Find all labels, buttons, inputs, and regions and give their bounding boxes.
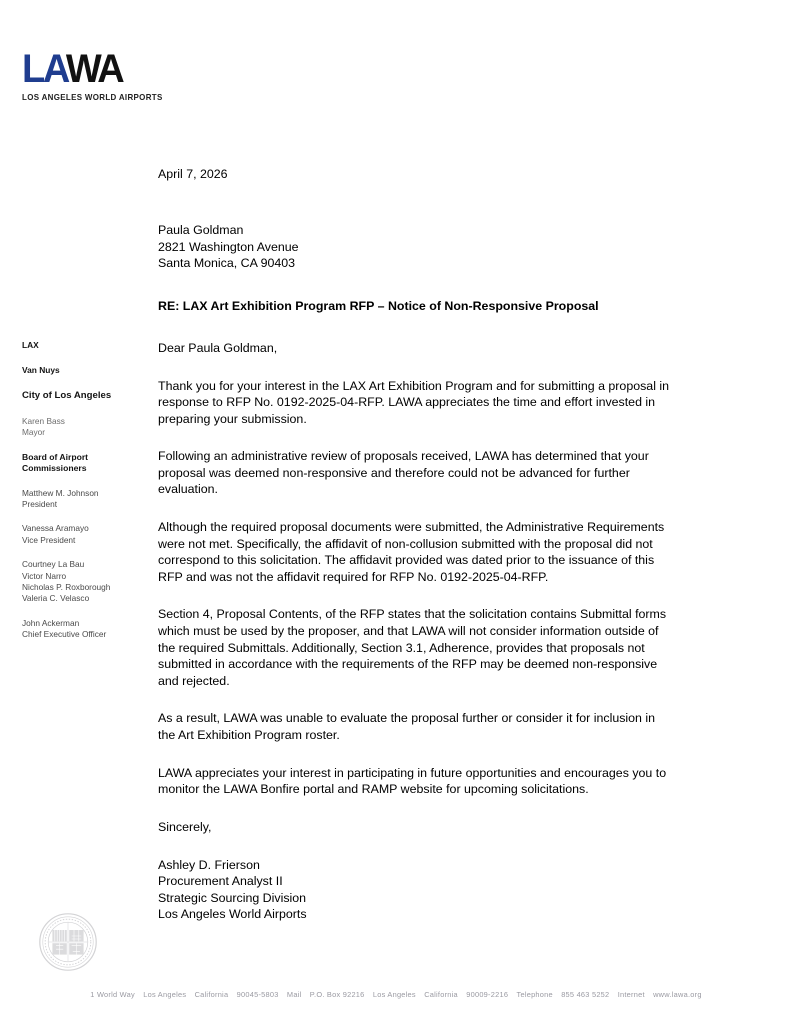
- lawa-logo-subtitle: LOS ANGELES WORLD AIRPORTS: [22, 93, 163, 102]
- footer-internet-label: Internet: [617, 990, 645, 999]
- sidebar-mayor-name: Karen Bass: [22, 416, 65, 426]
- letter-date: April 7, 2026: [158, 167, 228, 181]
- sidebar-commissioner-president: [22, 488, 147, 511]
- lawa-wordmark-la: LA: [22, 47, 66, 91]
- footer-mail-state: California: [424, 990, 458, 999]
- sidebar-commissioner-name: Matthew M. Johnson: [22, 487, 99, 498]
- recipient-name: Paula Goldman: [158, 223, 244, 237]
- letter-paragraph: LAWA appreciates your interest in participating in future opportunities and encourages you to monitor the LAWA Bonfire portal and RAMP website for upcoming solicitations.: [158, 765, 667, 797]
- sidebar-commissioner-member: Valeria C. Velasco: [22, 593, 90, 604]
- footer-telephone-number: 855 463 5252: [561, 990, 610, 999]
- letter-paragraph: Section 4, Proposal Contents, of the RFP states that the solicitation contains Submittal forms which must be used by the proposer, and that LAWA will not consider information outside of the required Submittals. Additionally, Section 3.1, Adherence, provides that proposals not submitted in accordance with the requirements of the RFP may be deemed non-responsive and rejected.: [158, 607, 667, 688]
- sidebar-board-heading-line1: Board of Airport: [22, 451, 89, 462]
- letter-salutation: Dear Paula Goldman,: [158, 340, 278, 355]
- sidebar-commissioner-vice-president: [22, 523, 147, 546]
- sidebar-executive-name: John Ackerman: [22, 617, 80, 628]
- letter-paragraph: As a result, LAWA was unable to evaluate the proposal further or consider it for inclusion in the Art Exhibition Program roster.: [158, 711, 656, 742]
- city-of-los-angeles-seal-icon: [38, 912, 98, 972]
- sidebar-commissioner-member: Courtney La Bau: [22, 559, 85, 570]
- signature-organization: Los Angeles World Airports: [158, 907, 307, 922]
- sidebar-airport-lax: LAX: [22, 340, 39, 350]
- sidebar-commissioner-name: Vanessa Aramayo: [22, 523, 89, 534]
- sidebar-city-of-los-angeles: City of Los Angeles: [22, 390, 112, 401]
- lawa-logo: [22, 48, 182, 102]
- sidebar-mayor-block: [22, 416, 147, 439]
- sidebar-executive-block: [22, 618, 147, 641]
- sidebar-commissioner-members: [22, 559, 147, 605]
- footer-address-state: California: [194, 990, 229, 999]
- footer-telephone-label: Telephone: [516, 990, 553, 999]
- page-footer: [0, 990, 792, 999]
- footer-mail-box: P.O. Box 92216: [309, 990, 365, 999]
- sidebar-mayor-role: Mayor: [22, 427, 46, 438]
- footer-address-zip: 90045-5803: [236, 990, 279, 999]
- lawa-wordmark-wa: WA: [65, 47, 123, 91]
- signature-name: Ashley D. Frierson: [158, 857, 260, 872]
- signature-division: Strategic Sourcing Division: [158, 890, 307, 905]
- letter-body: [158, 166, 672, 923]
- letter-paragraph: Although the required proposal documents were submitted, the Administrative Requirements were not met. Specifically, the affidavit of non-collusion submitted with the proposal did not correspond to this solicitation. The affidavit provided was dated prior to the issuance of this RFP and was not the affidavit required for RFP No. 0192-2025-04-RFP.: [158, 520, 665, 584]
- letter-paragraph: Following an administrative review of proposals received, LAWA has determined that your proposal was deemed non-responsive and therefore could not be advanced for further evaluation.: [158, 449, 649, 497]
- sidebar-commissioner-role: President: [22, 499, 58, 510]
- sidebar-commissioner-role: Vice President: [22, 534, 76, 545]
- sidebar-commissioner-member: Nicholas P. Roxborough: [22, 582, 111, 593]
- signature-block: [158, 857, 672, 923]
- sidebar-commissioner-member: Victor Narro: [22, 570, 67, 581]
- footer-mail-city: Los Angeles: [372, 990, 416, 999]
- footer-mail-label: Mail: [286, 990, 302, 999]
- letterhead-sidebar: [22, 340, 147, 654]
- sidebar-executive-role: Chief Executive Officer: [22, 629, 107, 640]
- letter-subject-line: RE: LAX Art Exhibition Program RFP – Notice of Non-Responsive Proposal: [158, 298, 599, 313]
- footer-address-label: 1 World Way: [90, 990, 135, 999]
- lawa-wordmark: [22, 48, 174, 90]
- footer-website: www.lawa.org: [653, 990, 702, 999]
- footer-mail-zip: 90009-2216: [466, 990, 509, 999]
- sidebar-board-heading: [22, 452, 147, 475]
- recipient-city-state-zip: Santa Monica, CA 90403: [158, 256, 296, 270]
- letter-closing: Sincerely,: [158, 819, 212, 834]
- sidebar-airport-van-nuys: Van Nuys: [22, 365, 60, 375]
- recipient-address-block: [158, 222, 672, 272]
- sidebar-board-heading-line2: Commissioners: [22, 463, 87, 474]
- footer-address-city: Los Angeles: [143, 990, 187, 999]
- recipient-street: 2821 Washington Avenue: [158, 239, 299, 254]
- signature-title: Procurement Analyst II: [158, 874, 283, 889]
- letter-paragraph: Thank you for your interest in the LAX Art Exhibition Program and for submitting a proposal in response to RFP No. 0192-2025-04-RFP. LAWA appreciates the time and effort invested in preparing your submission.: [158, 378, 670, 426]
